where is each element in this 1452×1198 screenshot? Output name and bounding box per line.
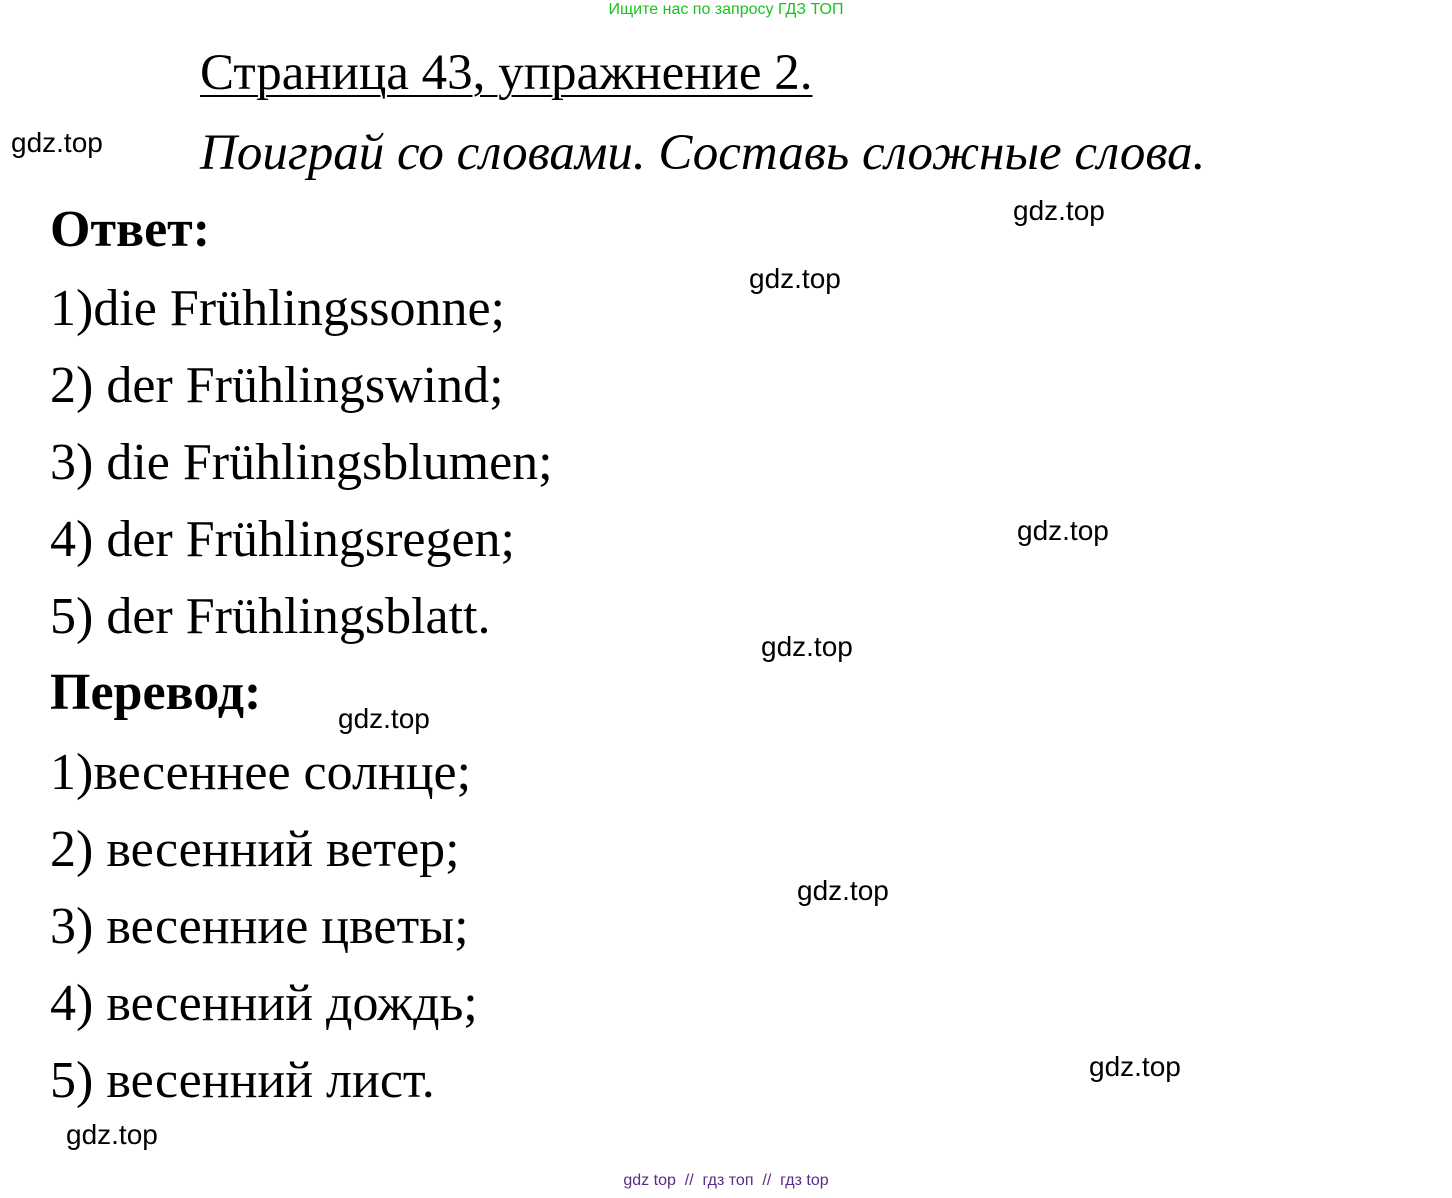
answer-item-4: 4) der Frühlingsregen; (50, 511, 516, 568)
watermark: gdz.top (749, 263, 841, 294)
answer-item-2: 2) der Frühlingswind; (50, 357, 504, 414)
answer-item-1: 1)die Frühlingssonne; (50, 280, 505, 337)
answer-item-3: 3) die Frühlingsblumen; (50, 434, 553, 491)
watermark: gdz.top (1017, 515, 1109, 546)
task-subtitle: Поиграй со словами. Составь сложные слова. (200, 125, 1206, 181)
footer-links[interactable]: gdz top // гдз топ // гдз top (623, 1172, 829, 1189)
watermark: gdz.top (66, 1119, 158, 1150)
translation-item-5: 5) весенний лист. (50, 1052, 435, 1109)
translation-item-2: 2) весенний ветер; (50, 821, 460, 878)
page-title: Страница 43, упражнение 2. (200, 45, 813, 101)
watermark: gdz.top (1013, 195, 1105, 226)
watermark: gdz.top (761, 631, 853, 662)
top-banner[interactable]: Ищите нас по запросу ГДЗ ТОП (608, 1, 844, 18)
watermark: gdz.top (338, 703, 430, 734)
answer-heading: Ответ: (50, 201, 211, 258)
translation-item-4: 4) весенний дождь; (50, 975, 478, 1032)
translation-heading: Перевод: (50, 664, 262, 721)
watermark: gdz.top (797, 875, 889, 906)
watermark: gdz.top (11, 127, 103, 158)
translation-item-3: 3) весенние цветы; (50, 898, 469, 955)
answer-item-5: 5) der Frühlingsblatt. (50, 588, 491, 645)
translation-item-1: 1)весеннее солнце; (50, 744, 472, 801)
watermark: gdz.top (1089, 1051, 1181, 1082)
